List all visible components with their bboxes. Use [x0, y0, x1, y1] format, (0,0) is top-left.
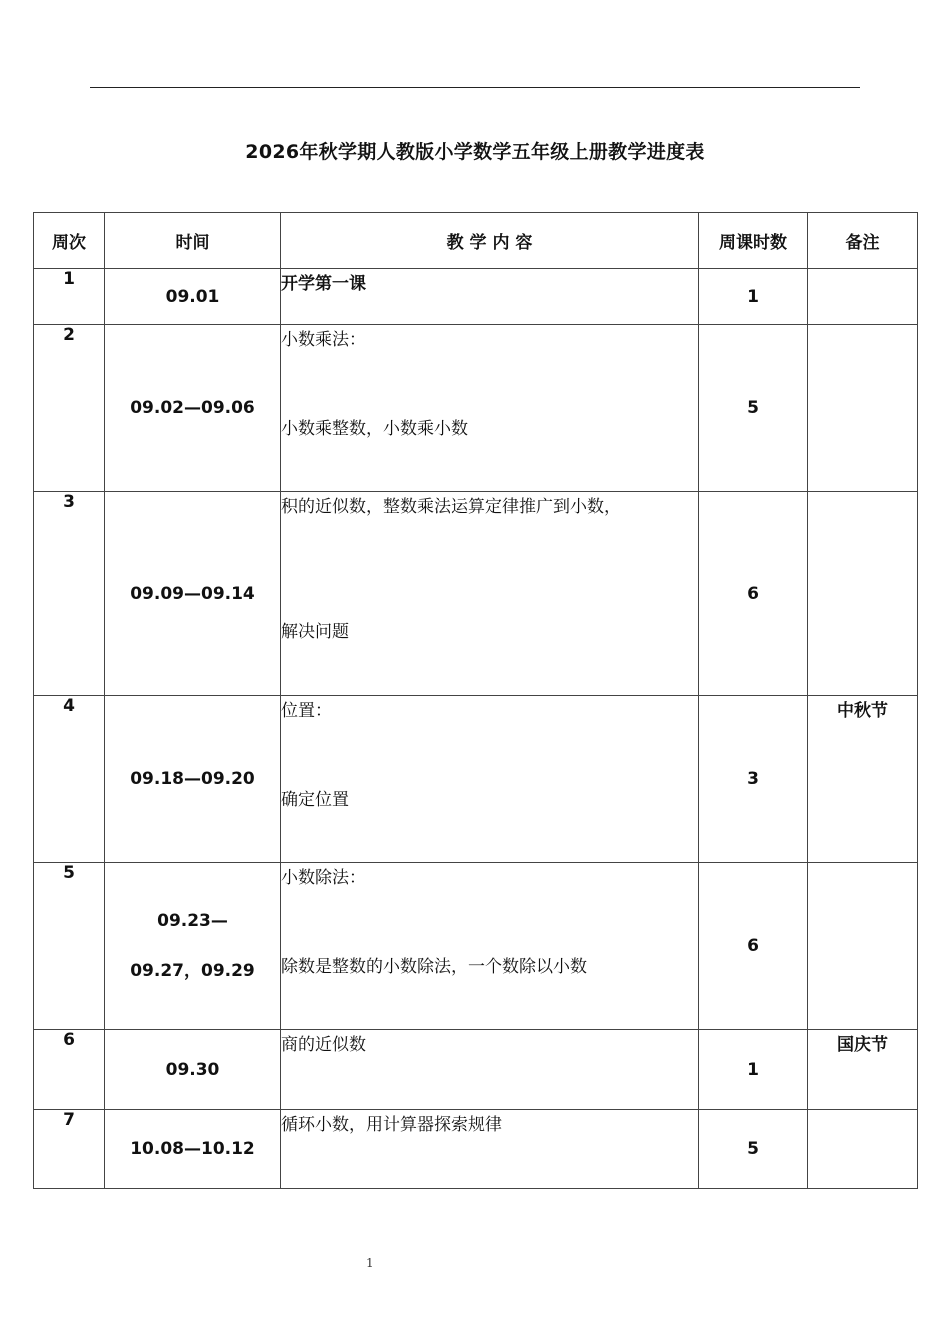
- schedule-table: [33, 212, 918, 1189]
- content-line: 确定位置: [281, 790, 349, 810]
- note-cell: [808, 269, 918, 325]
- page-number: 1: [366, 1256, 374, 1270]
- hours-cell: 1: [699, 1030, 808, 1110]
- header-content: 教 学 内 容: [281, 213, 699, 269]
- header-time: 时间: [105, 213, 281, 269]
- content-line: 商的近似数: [281, 1035, 366, 1055]
- content-line: 开学第一课: [281, 274, 366, 294]
- document-title: 2026年秋学期人教版小学数学五年级上册教学进度表: [245, 141, 705, 163]
- content-line: 小数乘法：: [281, 330, 366, 350]
- note-cell: [808, 863, 918, 1030]
- time-cell: 09.30: [105, 1030, 281, 1110]
- note-cell: [808, 1110, 918, 1189]
- hours-cell: 6: [699, 863, 808, 1030]
- content-line: 循环小数，用计算器探索规律: [281, 1115, 502, 1135]
- hours-cell: 1: [699, 269, 808, 325]
- table-row: [34, 325, 918, 492]
- hours-cell: 5: [699, 325, 808, 492]
- table-row: [34, 863, 918, 1030]
- time-cell: [105, 863, 281, 1030]
- content-cell: [281, 1110, 699, 1189]
- week-cell: 6: [34, 1030, 105, 1110]
- time-cell: 10.08—10.12: [105, 1110, 281, 1189]
- content-cell: [281, 269, 699, 325]
- week-cell: 5: [34, 863, 105, 1030]
- content-line: 小数乘整数，小数乘小数: [281, 419, 468, 439]
- note-cell: 国庆节: [808, 1030, 918, 1110]
- note-cell: [808, 492, 918, 696]
- content-line: 积的近似数，整数乘法运算定律推广到小数，: [281, 497, 621, 517]
- table-row: [34, 1030, 918, 1110]
- content-cell: [281, 696, 699, 863]
- content-cell: [281, 1030, 699, 1110]
- note-cell: [808, 325, 918, 492]
- hours-cell: 5: [699, 1110, 808, 1189]
- time-line: 09.27，09.29: [130, 961, 255, 981]
- table-row: [34, 1110, 918, 1189]
- table-row: [34, 696, 918, 863]
- content-line: 除数是整数的小数除法，一个数除以小数: [281, 957, 587, 977]
- content-line: 解决问题: [281, 622, 349, 642]
- week-cell: 3: [34, 492, 105, 696]
- table-header-row: [34, 213, 918, 269]
- time-line: 09.23—: [157, 911, 228, 931]
- table-row: [34, 269, 918, 325]
- header-rule: [90, 87, 860, 88]
- content-line: 小数除法：: [281, 868, 366, 888]
- hours-cell: 3: [699, 696, 808, 863]
- week-cell: 4: [34, 696, 105, 863]
- time-cell: 09.02—09.06: [105, 325, 281, 492]
- week-cell: 2: [34, 325, 105, 492]
- header-hours: 周课时数: [699, 213, 808, 269]
- week-cell: 1: [34, 269, 105, 325]
- content-line: 位置：: [281, 701, 332, 721]
- table-row: [34, 492, 918, 696]
- time-cell: 09.01: [105, 269, 281, 325]
- week-cell: 7: [34, 1110, 105, 1189]
- note-cell: 中秋节: [808, 696, 918, 863]
- content-cell: [281, 325, 699, 492]
- hours-cell: 6: [699, 492, 808, 696]
- header-notes: 备注: [808, 213, 918, 269]
- time-cell: 09.18—09.20: [105, 696, 281, 863]
- content-cell: [281, 863, 699, 1030]
- content-cell: [281, 492, 699, 696]
- header-week: 周次: [34, 213, 105, 269]
- time-cell: 09.09—09.14: [105, 492, 281, 696]
